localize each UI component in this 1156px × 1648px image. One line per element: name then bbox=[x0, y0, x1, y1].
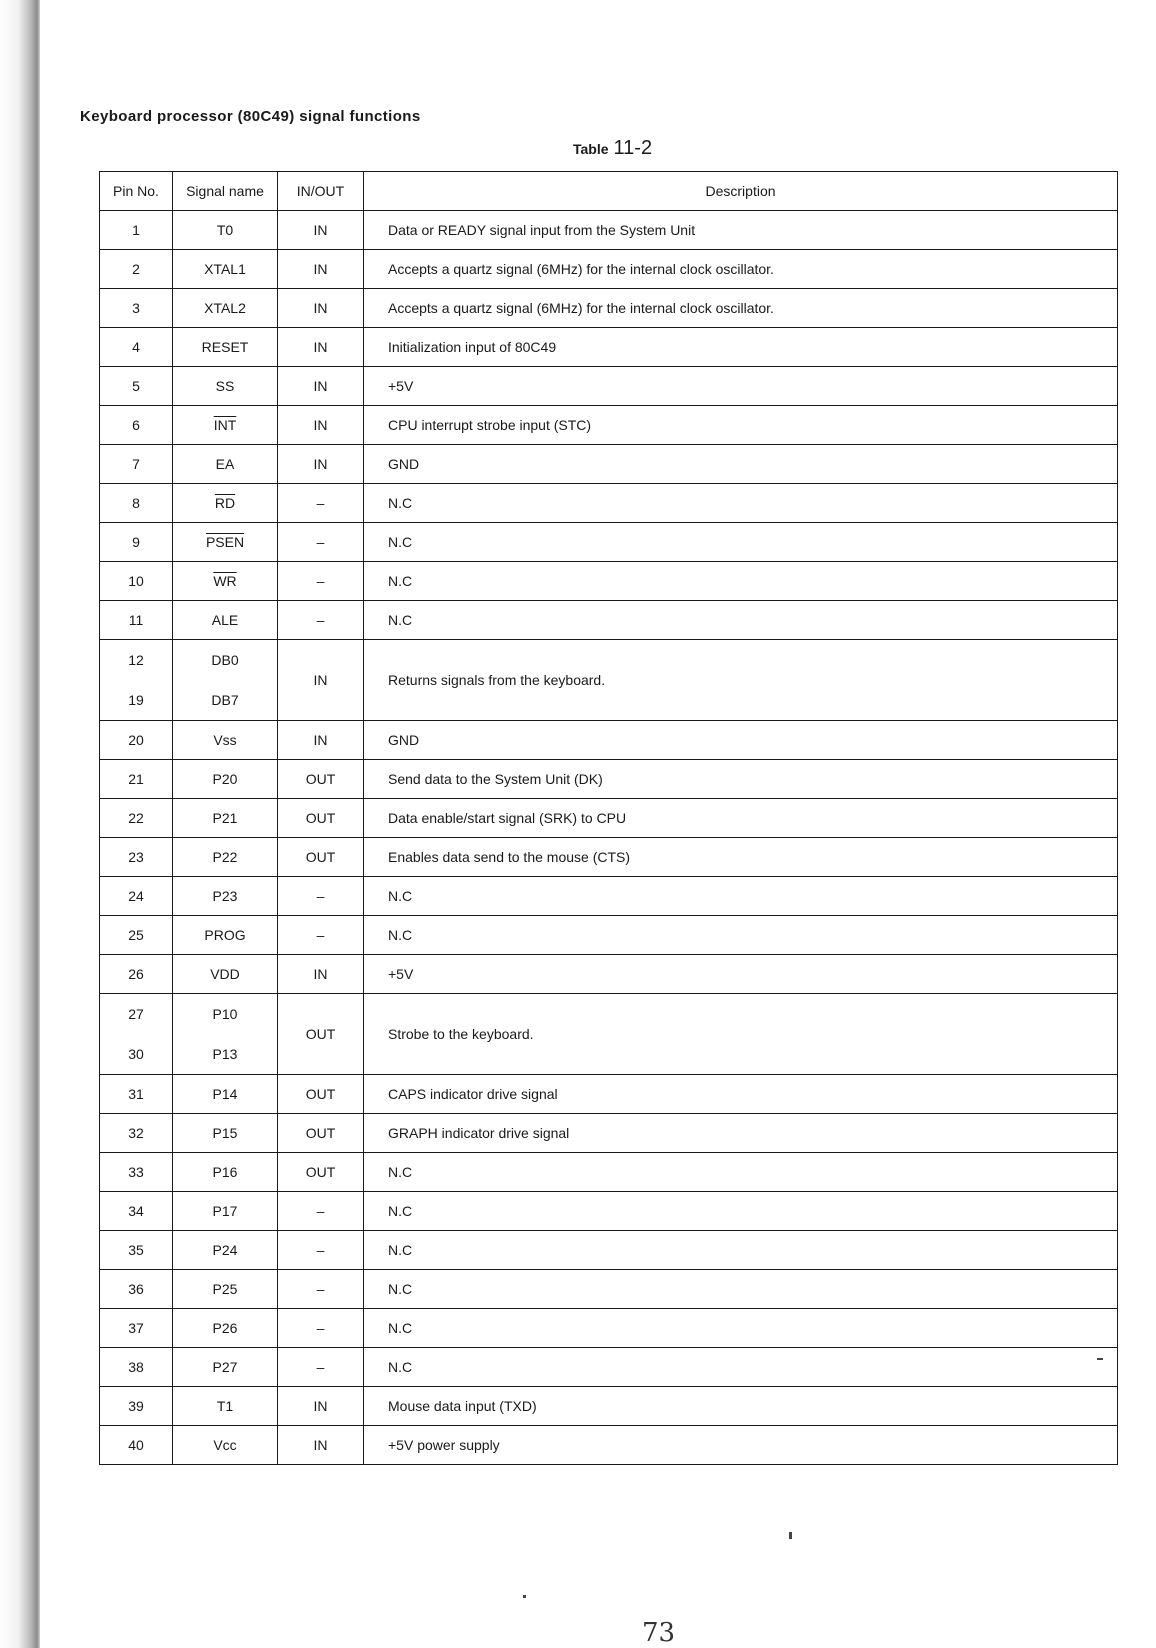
signal-name-start: DB0 bbox=[211, 652, 239, 668]
in-out-cell: – bbox=[278, 484, 364, 523]
table-row bbox=[100, 562, 1118, 601]
signal-name-end: DB7 bbox=[211, 692, 239, 708]
pin-no-cell: 1 bbox=[100, 211, 173, 250]
pin-no-cell bbox=[100, 994, 173, 1075]
signal-name-cell: P23 bbox=[173, 877, 278, 916]
header-pin-no: Pin No. bbox=[100, 172, 173, 211]
header-description: Description bbox=[364, 172, 1118, 211]
table-header-row bbox=[100, 172, 1118, 211]
pin-no-cell: 5 bbox=[100, 367, 173, 406]
description-cell: N.C bbox=[364, 1348, 1118, 1387]
signal-name-cell: VDD bbox=[173, 955, 278, 994]
pin-no-cell: 39 bbox=[100, 1387, 173, 1426]
signal-name-cell: $\overline{WR}$ bbox=[173, 562, 278, 601]
page-number: 73 bbox=[642, 1618, 676, 1648]
signal-name-cell: P17 bbox=[173, 1192, 278, 1231]
signal-name-cell bbox=[173, 640, 278, 721]
pin-no-cell: 26 bbox=[100, 955, 173, 994]
pin-no-cell: 20 bbox=[100, 721, 173, 760]
description-cell: Returns signals from the keyboard. bbox=[364, 640, 1118, 721]
signal-name-cell: P15 bbox=[173, 1114, 278, 1153]
table-row bbox=[100, 1387, 1118, 1426]
pin-no-cell: 3 bbox=[100, 289, 173, 328]
table-number: 11-2 bbox=[613, 137, 653, 159]
pin-no-cell: 21 bbox=[100, 760, 173, 799]
pin-no-cell: 2 bbox=[100, 250, 173, 289]
description-cell: CAPS indicator drive signal bbox=[364, 1075, 1118, 1114]
in-out-cell: OUT bbox=[278, 1153, 364, 1192]
description-cell: N.C bbox=[364, 484, 1118, 523]
signal-name-cell: ALE bbox=[173, 601, 278, 640]
signal-name-cell bbox=[173, 994, 278, 1075]
table-caption bbox=[573, 137, 652, 160]
table-row bbox=[100, 328, 1118, 367]
signal-name-cell: P26 bbox=[173, 1309, 278, 1348]
description-cell: Mouse data input (TXD) bbox=[364, 1387, 1118, 1426]
description-cell: N.C bbox=[364, 1270, 1118, 1309]
in-out-cell: OUT bbox=[278, 760, 364, 799]
pin-no-cell: 4 bbox=[100, 328, 173, 367]
pin-no-cell bbox=[100, 640, 173, 721]
table-row bbox=[100, 250, 1118, 289]
signal-name-cell: XTAL1 bbox=[173, 250, 278, 289]
signal-name-cell: P27 bbox=[173, 1348, 278, 1387]
pin-no-cell: 22 bbox=[100, 799, 173, 838]
description-cell: Initialization input of 80C49 bbox=[364, 328, 1118, 367]
signal-name-cell: T0 bbox=[173, 211, 278, 250]
description-cell: Accepts a quartz signal (6MHz) for the internal clock oscillator. bbox=[364, 289, 1118, 328]
table-row bbox=[100, 799, 1118, 838]
in-out-cell: OUT bbox=[278, 1114, 364, 1153]
signal-name-cell: Vcc bbox=[173, 1426, 278, 1465]
table-row bbox=[100, 640, 1118, 721]
table-row bbox=[100, 1075, 1118, 1114]
in-out-cell: – bbox=[278, 523, 364, 562]
description-cell: Send data to the System Unit (DK) bbox=[364, 760, 1118, 799]
pin-no-cell: 24 bbox=[100, 877, 173, 916]
table-row bbox=[100, 1270, 1118, 1309]
description-cell: GND bbox=[364, 445, 1118, 484]
signal-name-cell: RESET bbox=[173, 328, 278, 367]
in-out-cell: – bbox=[278, 1192, 364, 1231]
signal-name-cell: PROG bbox=[173, 916, 278, 955]
header-in-out: IN/OUT bbox=[278, 172, 364, 211]
pin-no-cell: 37 bbox=[100, 1309, 173, 1348]
table-body bbox=[100, 211, 1118, 1465]
in-out-cell: – bbox=[278, 1348, 364, 1387]
in-out-cell: IN bbox=[278, 721, 364, 760]
in-out-cell: – bbox=[278, 916, 364, 955]
in-out-cell: OUT bbox=[278, 799, 364, 838]
pin-no-cell: 40 bbox=[100, 1426, 173, 1465]
scan-speck bbox=[1097, 1358, 1103, 1360]
signal-name-cell: $\overline{INT}$ bbox=[173, 406, 278, 445]
scan-speck bbox=[789, 1532, 792, 1539]
in-out-cell: IN bbox=[278, 328, 364, 367]
pin-no-cell: 23 bbox=[100, 838, 173, 877]
description-cell: Data enable/start signal (SRK) to CPU bbox=[364, 799, 1118, 838]
description-cell: N.C bbox=[364, 916, 1118, 955]
description-cell: N.C bbox=[364, 1153, 1118, 1192]
description-cell: +5V power supply bbox=[364, 1426, 1118, 1465]
description-cell: N.C bbox=[364, 523, 1118, 562]
signal-name-end: P13 bbox=[212, 1046, 238, 1062]
pin-no-cell: 33 bbox=[100, 1153, 173, 1192]
pin-no-cell: 7 bbox=[100, 445, 173, 484]
pin-no-cell: 8 bbox=[100, 484, 173, 523]
table-row bbox=[100, 601, 1118, 640]
signal-name-cell: P14 bbox=[173, 1075, 278, 1114]
in-out-cell: IN bbox=[278, 250, 364, 289]
description-cell: GRAPH indicator drive signal bbox=[364, 1114, 1118, 1153]
pin-no-end: 19 bbox=[128, 692, 144, 708]
table-row bbox=[100, 877, 1118, 916]
signal-name-cell: P24 bbox=[173, 1231, 278, 1270]
table-row bbox=[100, 1426, 1118, 1465]
table-row bbox=[100, 406, 1118, 445]
signal-name-cell: XTAL2 bbox=[173, 289, 278, 328]
table-row bbox=[100, 1348, 1118, 1387]
description-cell: N.C bbox=[364, 1192, 1118, 1231]
signal-name-cell: Vss bbox=[173, 721, 278, 760]
pin-no-start: 12 bbox=[128, 652, 144, 668]
signal-name-cell: P21 bbox=[173, 799, 278, 838]
signal-name-cell: EA bbox=[173, 445, 278, 484]
signal-name-cell: P20 bbox=[173, 760, 278, 799]
in-out-cell: IN bbox=[278, 289, 364, 328]
table-row bbox=[100, 1231, 1118, 1270]
description-cell: GND bbox=[364, 721, 1118, 760]
signal-name-cell: SS bbox=[173, 367, 278, 406]
scan-speck bbox=[523, 1595, 526, 1598]
in-out-cell: – bbox=[278, 1231, 364, 1270]
pin-no-cell: 32 bbox=[100, 1114, 173, 1153]
description-cell: N.C bbox=[364, 877, 1118, 916]
in-out-cell: – bbox=[278, 1270, 364, 1309]
in-out-cell: IN bbox=[278, 1387, 364, 1426]
signal-name-cell: T1 bbox=[173, 1387, 278, 1426]
description-cell: N.C bbox=[364, 1309, 1118, 1348]
description-cell: +5V bbox=[364, 955, 1118, 994]
in-out-cell: IN bbox=[278, 211, 364, 250]
in-out-cell: – bbox=[278, 562, 364, 601]
description-cell: N.C bbox=[364, 601, 1118, 640]
signal-name-cell: P25 bbox=[173, 1270, 278, 1309]
header-signal-name: Signal name bbox=[173, 172, 278, 211]
table-row bbox=[100, 523, 1118, 562]
signal-table bbox=[99, 171, 1118, 1465]
table-row bbox=[100, 484, 1118, 523]
in-out-cell: – bbox=[278, 1309, 364, 1348]
table-row bbox=[100, 721, 1118, 760]
pin-no-cell: 10 bbox=[100, 562, 173, 601]
table-row bbox=[100, 367, 1118, 406]
signal-name-cell: $\overline{RD}$ bbox=[173, 484, 278, 523]
pin-no-cell: 6 bbox=[100, 406, 173, 445]
signal-name-cell: PSEN bbox=[173, 523, 278, 562]
table-row bbox=[100, 916, 1118, 955]
pin-no-start: 27 bbox=[128, 1006, 144, 1022]
signal-name-start: P10 bbox=[212, 1006, 238, 1022]
pin-no-cell: 11 bbox=[100, 601, 173, 640]
in-out-cell: IN bbox=[278, 367, 364, 406]
pin-no-cell: 35 bbox=[100, 1231, 173, 1270]
description-cell: +5V bbox=[364, 367, 1118, 406]
description-cell: Enables data send to the mouse (CTS) bbox=[364, 838, 1118, 877]
table-row bbox=[100, 838, 1118, 877]
table-row bbox=[100, 1153, 1118, 1192]
table-row bbox=[100, 1192, 1118, 1231]
in-out-cell: OUT bbox=[278, 994, 364, 1075]
description-cell: CPU interrupt strobe input (STC) bbox=[364, 406, 1118, 445]
pin-no-cell: 34 bbox=[100, 1192, 173, 1231]
in-out-cell: – bbox=[278, 601, 364, 640]
table-row bbox=[100, 760, 1118, 799]
pin-no-cell: 36 bbox=[100, 1270, 173, 1309]
table-row bbox=[100, 1114, 1118, 1153]
in-out-cell: IN bbox=[278, 1426, 364, 1465]
description-cell: N.C bbox=[364, 562, 1118, 601]
signal-name-cell: P16 bbox=[173, 1153, 278, 1192]
description-cell: Accepts a quartz signal (6MHz) for the internal clock oscillator. bbox=[364, 250, 1118, 289]
in-out-cell: – bbox=[278, 877, 364, 916]
pin-no-cell: 38 bbox=[100, 1348, 173, 1387]
table-row bbox=[100, 289, 1118, 328]
in-out-cell: OUT bbox=[278, 838, 364, 877]
table-row bbox=[100, 994, 1118, 1075]
in-out-cell: OUT bbox=[278, 1075, 364, 1114]
description-cell: Strobe to the keyboard. bbox=[364, 994, 1118, 1075]
document-title: Keyboard processor (80C49) signal functions bbox=[80, 108, 421, 125]
pin-no-cell: 25 bbox=[100, 916, 173, 955]
pin-no-cell: 31 bbox=[100, 1075, 173, 1114]
in-out-cell: IN bbox=[278, 640, 364, 721]
pin-no-end: 30 bbox=[128, 1046, 144, 1062]
table-row bbox=[100, 445, 1118, 484]
table-caption-label: Table bbox=[573, 141, 609, 157]
signal-name-cell: P22 bbox=[173, 838, 278, 877]
description-cell: Data or READY signal input from the System Unit bbox=[364, 211, 1118, 250]
table-row bbox=[100, 1309, 1118, 1348]
in-out-cell: IN bbox=[278, 955, 364, 994]
description-cell: N.C bbox=[364, 1231, 1118, 1270]
binding-edge bbox=[0, 0, 40, 1648]
in-out-cell: IN bbox=[278, 406, 364, 445]
table-row bbox=[100, 955, 1118, 994]
table-row bbox=[100, 211, 1118, 250]
pin-no-cell: 9 bbox=[100, 523, 173, 562]
in-out-cell: IN bbox=[278, 445, 364, 484]
